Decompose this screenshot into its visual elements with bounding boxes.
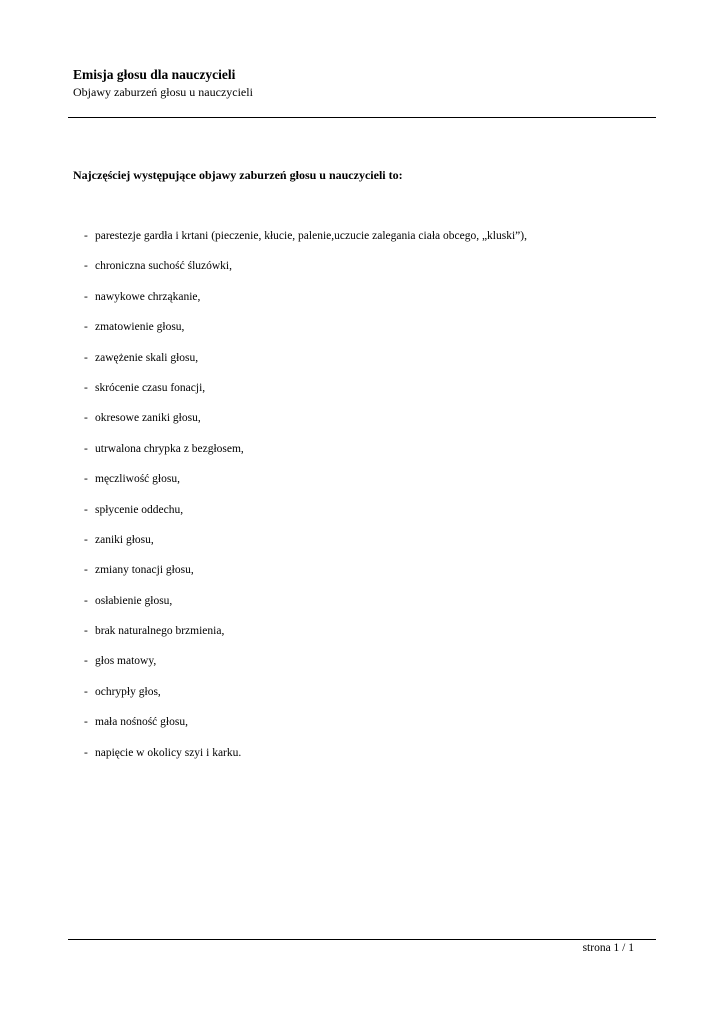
list-item bbox=[84, 533, 527, 563]
list-item bbox=[84, 654, 527, 684]
list-item bbox=[84, 594, 527, 624]
header-divider bbox=[68, 117, 656, 118]
list-bullet: - bbox=[84, 321, 88, 334]
list-item-text: zawężenie skali głosu, bbox=[95, 351, 199, 364]
list-bullet: - bbox=[84, 290, 88, 303]
footer-divider bbox=[68, 939, 656, 940]
list-item bbox=[84, 685, 527, 715]
list-bullet: - bbox=[84, 564, 88, 577]
list-item-text: męczliwość głosu, bbox=[95, 473, 180, 486]
list-item bbox=[84, 351, 527, 381]
page-number: strona 1 / 1 bbox=[582, 942, 634, 954]
list-bullet: - bbox=[84, 351, 88, 364]
symptom-list bbox=[84, 229, 527, 776]
list-item bbox=[84, 381, 527, 411]
list-bullet: - bbox=[84, 533, 88, 546]
list-bullet: - bbox=[84, 716, 88, 729]
list-item bbox=[84, 563, 527, 593]
list-item-text: parestezje gardła i krtani (pieczenie, kłucie, palenie,uczucie zalegania ciała obcego, „kluski”), bbox=[95, 230, 527, 242]
list-item-text: osłabienie głosu, bbox=[95, 594, 173, 607]
list-bullet: - bbox=[84, 746, 88, 759]
list-item-text: głos matowy, bbox=[95, 655, 157, 668]
list-bullet: - bbox=[84, 655, 88, 668]
list-item-text: zmatowienie głosu, bbox=[95, 321, 185, 334]
list-item bbox=[84, 472, 527, 502]
list-item-text: zaniki głosu, bbox=[95, 533, 154, 546]
list-item-text: chroniczna suchość śluzówki, bbox=[95, 260, 233, 273]
list-bullet: - bbox=[84, 260, 88, 273]
list-item-text: ochrypły głos, bbox=[95, 685, 161, 698]
list-bullet: - bbox=[84, 625, 88, 638]
document-title: Emisja głosu dla nauczycieli bbox=[73, 67, 236, 82]
list-bullet: - bbox=[84, 503, 88, 516]
list-bullet: - bbox=[84, 685, 88, 698]
list-item bbox=[84, 259, 527, 289]
list-item-text: mała nośność głosu, bbox=[95, 716, 188, 729]
section-heading: Najczęściej występujące objawy zaburzeń głosu u nauczycieli to: bbox=[73, 168, 403, 182]
list-item bbox=[84, 624, 527, 654]
list-item-text: nawykowe chrząkanie, bbox=[95, 290, 201, 303]
list-item bbox=[84, 229, 527, 259]
list-item-text: utrwalona chrypka z bezgłosem, bbox=[95, 442, 244, 455]
list-bullet: - bbox=[84, 442, 88, 455]
list-item-text: brak naturalnego brzmienia, bbox=[95, 625, 225, 638]
list-item bbox=[84, 503, 527, 533]
list-item-text: okresowe zaniki głosu, bbox=[95, 412, 201, 425]
list-bullet: - bbox=[84, 594, 88, 607]
list-item bbox=[84, 290, 527, 320]
list-bullet: - bbox=[84, 381, 88, 394]
list-bullet: - bbox=[84, 412, 88, 425]
list-item bbox=[84, 715, 527, 745]
list-item-text: zmiany tonacji głosu, bbox=[95, 564, 194, 577]
list-bullet: - bbox=[84, 473, 88, 486]
list-bullet: - bbox=[84, 230, 88, 242]
list-item-text: napięcie w okolicy szyi i karku. bbox=[95, 746, 242, 759]
list-item bbox=[84, 411, 527, 441]
list-item-text: spłycenie oddechu, bbox=[95, 503, 184, 516]
document-subtitle: Objawy zaburzeń głosu u nauczycieli bbox=[73, 85, 253, 99]
list-item bbox=[84, 320, 527, 350]
list-item-text: skrócenie czasu fonacji, bbox=[95, 381, 206, 394]
list-item bbox=[84, 746, 527, 776]
list-item bbox=[84, 442, 527, 472]
